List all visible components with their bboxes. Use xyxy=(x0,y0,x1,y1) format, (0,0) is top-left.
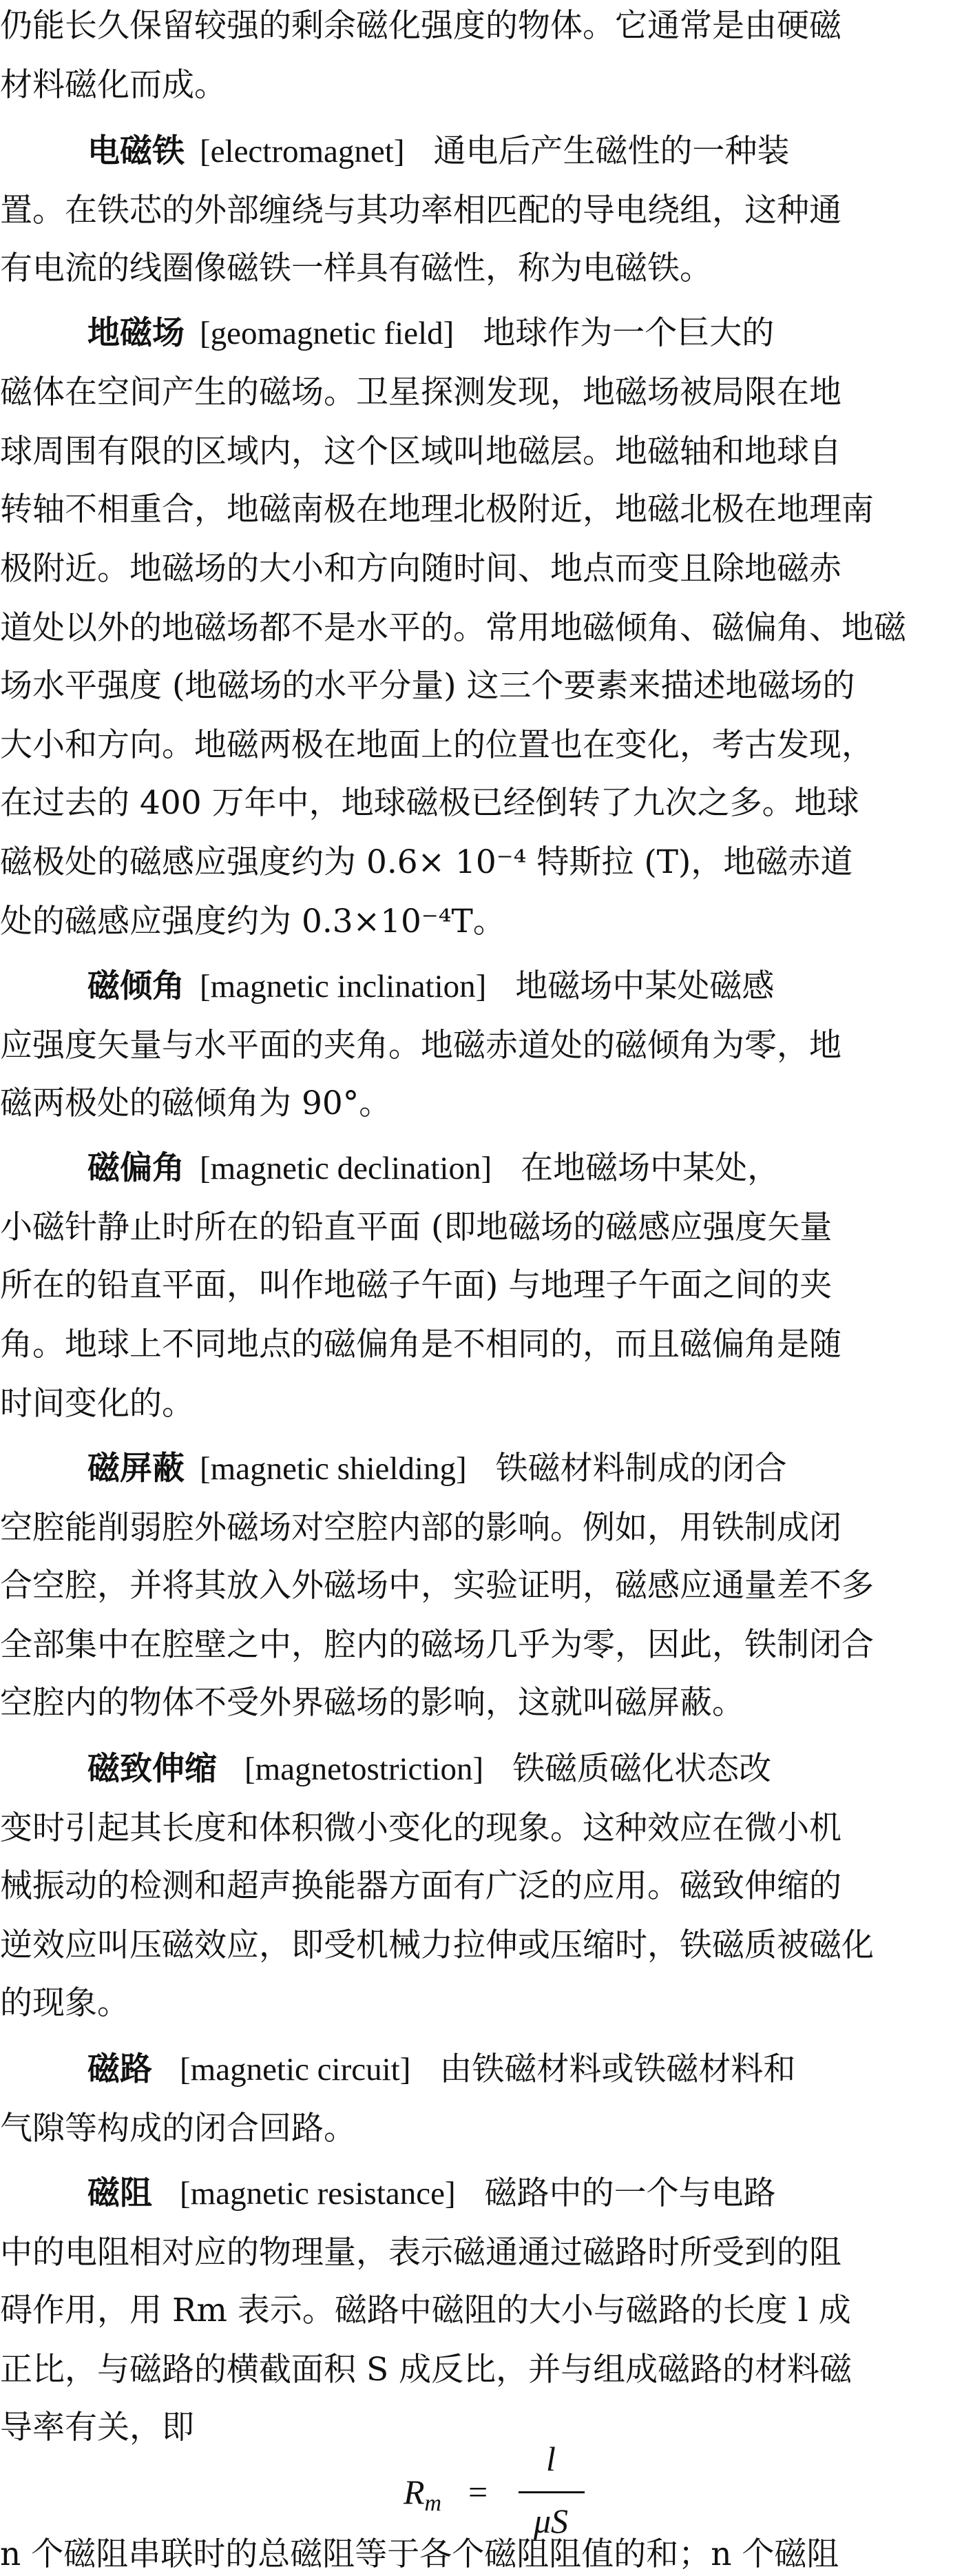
text-line: 导率有关，即 xyxy=(0,2409,194,2446)
text-line: 全部集中在腔壁之中，腔内的磁场几乎为零，因此，铁制闭合 xyxy=(0,1626,874,1664)
entry-english: [electromagnet] xyxy=(200,134,405,169)
entry-header-geomagnetic-field xyxy=(87,314,775,352)
text-line: 角。地球上不同地点的磁偏角是不相同的，而且磁偏角是随 xyxy=(0,1326,841,1363)
text-line: 转轴不相重合，地磁南极在地理北极附近，地磁北极在地理南 xyxy=(0,491,874,528)
entry-term: 磁致伸缩 xyxy=(87,1750,217,1788)
text-line: 所在的铅直平面，叫作地磁子午面) 与地理子午面之间的夹 xyxy=(0,1266,833,1304)
entry-header-magnetostriction xyxy=(87,1750,772,1788)
text-line: 极附近。地磁场的大小和方向随时间、地点而变且除地磁赤 xyxy=(0,550,841,588)
entry-english: [magnetic shielding] xyxy=(200,1451,467,1487)
entry-text: 通电后产生磁性的一种装 xyxy=(433,132,790,170)
text-line: 正比，与磁路的横截面积 S 成反比，并与组成磁路的材料磁 xyxy=(0,2351,852,2389)
text-line: 置。在铁芯的外部缠绕与其功率相匹配的导电绕组，这种通 xyxy=(0,192,841,229)
entry-header-magnetic-resistance xyxy=(87,2174,776,2212)
formula-lhs: $R_m$ xyxy=(404,2473,442,2516)
entry-term: 磁倾角 xyxy=(87,967,185,1005)
fraction-bar xyxy=(519,2491,585,2493)
text-line: 碍作用，用 Rm 表示。磁路中磁阻的大小与磁路的长度 l 成 xyxy=(0,2291,851,2329)
entry-text: 地球作为一个巨大的 xyxy=(483,314,775,352)
entry-term: 磁屏蔽 xyxy=(87,1450,185,1487)
text-line: 应强度矢量与水平面的夹角。地磁赤道处的磁倾角为零，地 xyxy=(0,1027,841,1064)
text-line: 磁极处的磁感应强度约为 0.6× 10⁻⁴ 特斯拉 (T)，地磁赤道 xyxy=(0,843,853,881)
text-line: 空腔内的物体不受外界磁场的影响，这就叫磁屏蔽。 xyxy=(0,1684,744,1722)
text-line: 的现象。 xyxy=(0,1984,129,2022)
text-line: 时间变化的。 xyxy=(0,1385,194,1423)
text-line: 中的电阻相对应的物理量，表示磁通通过磁路时所受到的阻 xyxy=(0,2234,841,2271)
entry-english: [magnetic resistance] xyxy=(180,2176,456,2212)
text-line: 械振动的检测和超声换能器方面有广泛的应用。磁致伸缩的 xyxy=(0,1867,841,1905)
text-line: 变时引起其长度和体积微小变化的现象。这种效应在微小机 xyxy=(0,1809,841,1847)
text-line: 磁体在空间产生的磁场。卫星探测发现，地磁场被局限在地 xyxy=(0,373,841,411)
entry-term: 磁偏角 xyxy=(87,1149,185,1187)
entry-header-electromagnet xyxy=(87,132,790,170)
formula-lhs-subscript: m xyxy=(424,2491,442,2516)
text-line: 在过去的 400 万年中，地球磁极已经倒转了九次之多。地球 xyxy=(0,784,859,822)
entry-text: 铁磁质磁化状态改 xyxy=(512,1750,772,1788)
entry-english: [geomagnetic field] xyxy=(200,316,454,351)
entry-term: 地磁场 xyxy=(87,314,185,352)
text-line: 合空腔，并将其放入外磁场中，实验证明，磁感应通量差不多 xyxy=(0,1567,874,1605)
formula-equals: = xyxy=(468,2473,488,2511)
formula-numerator: l xyxy=(546,2440,556,2478)
text-line: 材料磁化而成。 xyxy=(0,66,227,104)
entry-english: [magnetic declination] xyxy=(200,1151,492,1186)
text-line: n 个磁阻串联时的总磁阻等于各个磁阻阻值的和；n 个磁阻 xyxy=(0,2535,839,2573)
text-line: 处的磁感应强度约为 0.3×10⁻⁴T。 xyxy=(0,903,505,940)
text-line: 逆效应叫压磁效应，即受机械力拉伸或压缩时，铁磁质被磁化 xyxy=(0,1926,874,1964)
text-line: 道处以外的地磁场都不是水平的。常用地磁倾角、磁偏角、地磁 xyxy=(0,609,906,647)
entry-header-magnetic-inclination xyxy=(87,967,775,1005)
entry-term: 电磁铁 xyxy=(87,132,185,170)
entry-text: 磁路中的一个与电路 xyxy=(484,2174,776,2212)
text-line: 大小和方向。地磁两极在地面上的位置也在变化，考古发现， xyxy=(0,726,874,764)
text-line: 有电流的线圈像磁铁一样具有磁性，称为电磁铁。 xyxy=(0,249,712,287)
text-line: 仍能长久保留较强的剩余磁化强度的物体。它通常是由硬磁 xyxy=(0,7,841,45)
entry-text: 铁磁材料制成的闭合 xyxy=(495,1450,787,1487)
formula-denominator: μS xyxy=(533,2502,569,2540)
text-line: 空腔能削弱腔外磁场对空腔内部的影响。例如，用铁制成闭 xyxy=(0,1509,841,1547)
entry-header-magnetic-circuit xyxy=(87,2050,796,2088)
entry-header-magnetic-shielding xyxy=(87,1452,787,1485)
entry-text: 在地磁场中某处， xyxy=(521,1149,780,1187)
entry-english: [magnetostriction] xyxy=(244,1751,484,1787)
text-line: 气隙等构成的闭合回路。 xyxy=(0,2110,356,2147)
reluctance-formula xyxy=(0,2439,973,2549)
entry-text: 由铁磁材料或铁磁材料和 xyxy=(439,2050,796,2088)
entry-term: 磁阻 xyxy=(87,2174,152,2212)
text-line: 场水平强度 (地磁场的水平分量) 这三个要素来描述地磁场的 xyxy=(0,667,855,705)
text-line: 球周围有限的区域内，这个区域叫地磁层。地磁轴和地球自 xyxy=(0,433,841,471)
text-line: 磁两极处的磁倾角为 90°。 xyxy=(0,1084,392,1122)
entry-header-magnetic-declination xyxy=(87,1149,780,1187)
text-line: 小磁针静止时所在的铅直平面 (即地磁场的磁感应强度矢量 xyxy=(0,1208,833,1246)
entry-english: [magnetic inclination] xyxy=(200,969,487,1004)
entry-text: 地磁场中某处磁感 xyxy=(515,967,775,1005)
entry-english: [magnetic circuit] xyxy=(180,2052,411,2088)
entry-term: 磁路 xyxy=(87,2050,152,2088)
